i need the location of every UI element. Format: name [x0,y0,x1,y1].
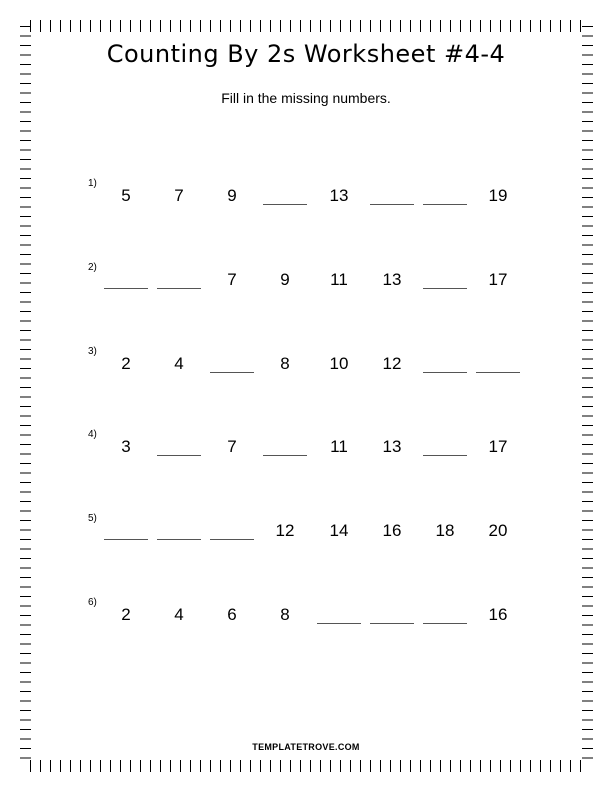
instructions: Fill in the missing numbers. [221,90,391,106]
problem-number: 6) [88,597,97,608]
answer-blank[interactable] [157,455,201,456]
sequence-number: 13 [382,270,402,289]
sequence-number: 19 [488,186,508,205]
dashed-border-left [20,26,31,762]
sequence-number: 10 [329,354,349,373]
answer-blank[interactable] [157,288,201,289]
sequence-number: 16 [488,605,508,624]
answer-blank[interactable] [263,455,307,456]
sequence-number: 4 [174,605,184,624]
sequence-number: 20 [488,521,508,540]
sequence-number: 14 [329,521,349,540]
sequence-number: 8 [280,354,290,373]
answer-blank[interactable] [423,455,467,456]
problem-row [0,262,612,302]
sequence-number: 9 [227,186,237,205]
answer-blank[interactable] [210,539,254,540]
sequence-number: 13 [382,437,402,456]
sequence-number: 11 [330,270,348,289]
problem-row [0,513,612,553]
problem-row [0,346,612,386]
sequence-number: 8 [280,605,290,624]
problem-number: 1) [88,178,97,189]
sequence-number: 18 [435,521,455,540]
answer-blank[interactable] [370,204,414,205]
answer-blank[interactable] [476,372,520,373]
sequence-number: 5 [121,186,131,205]
answer-blank[interactable] [370,623,414,624]
sequence-number: 6 [227,605,237,624]
problem-number: 3) [88,346,97,357]
dashed-border-bottom [30,760,582,772]
answer-blank[interactable] [104,288,148,289]
sequence-number: 7 [174,186,184,205]
sequence-number: 13 [329,186,349,205]
problem-row [0,597,612,637]
sequence-number: 4 [174,354,184,373]
problem-row [0,178,612,218]
sequence-number: 2 [121,354,131,373]
answer-blank[interactable] [210,372,254,373]
sequence-number: 7 [227,437,237,456]
sequence-number: 12 [275,521,295,540]
answer-blank[interactable] [104,539,148,540]
problem-row [0,429,612,469]
dashed-border-right [582,26,593,762]
sequence-number: 9 [280,270,290,289]
sequence-number: 2 [121,605,131,624]
answer-blank[interactable] [423,623,467,624]
problem-number: 2) [88,262,97,273]
problem-number: 5) [88,513,97,524]
answer-blank[interactable] [317,623,361,624]
sequence-number: 3 [121,437,131,456]
answer-blank[interactable] [157,539,201,540]
answer-blank[interactable] [423,372,467,373]
answer-blank[interactable] [423,204,467,205]
sequence-number: 17 [488,437,508,456]
worksheet-title: Counting By 2s Worksheet #4-4 [106,40,506,68]
problem-number: 4) [88,429,97,440]
footer-brand: TEMPLATETROVE.COM [252,742,360,752]
sequence-number: 16 [382,521,402,540]
sequence-number: 12 [382,354,402,373]
sequence-number: 7 [227,270,237,289]
sequence-number: 11 [330,437,348,456]
answer-blank[interactable] [423,288,467,289]
answer-blank[interactable] [263,204,307,205]
dashed-border-top [30,20,582,32]
sequence-number: 17 [488,270,508,289]
